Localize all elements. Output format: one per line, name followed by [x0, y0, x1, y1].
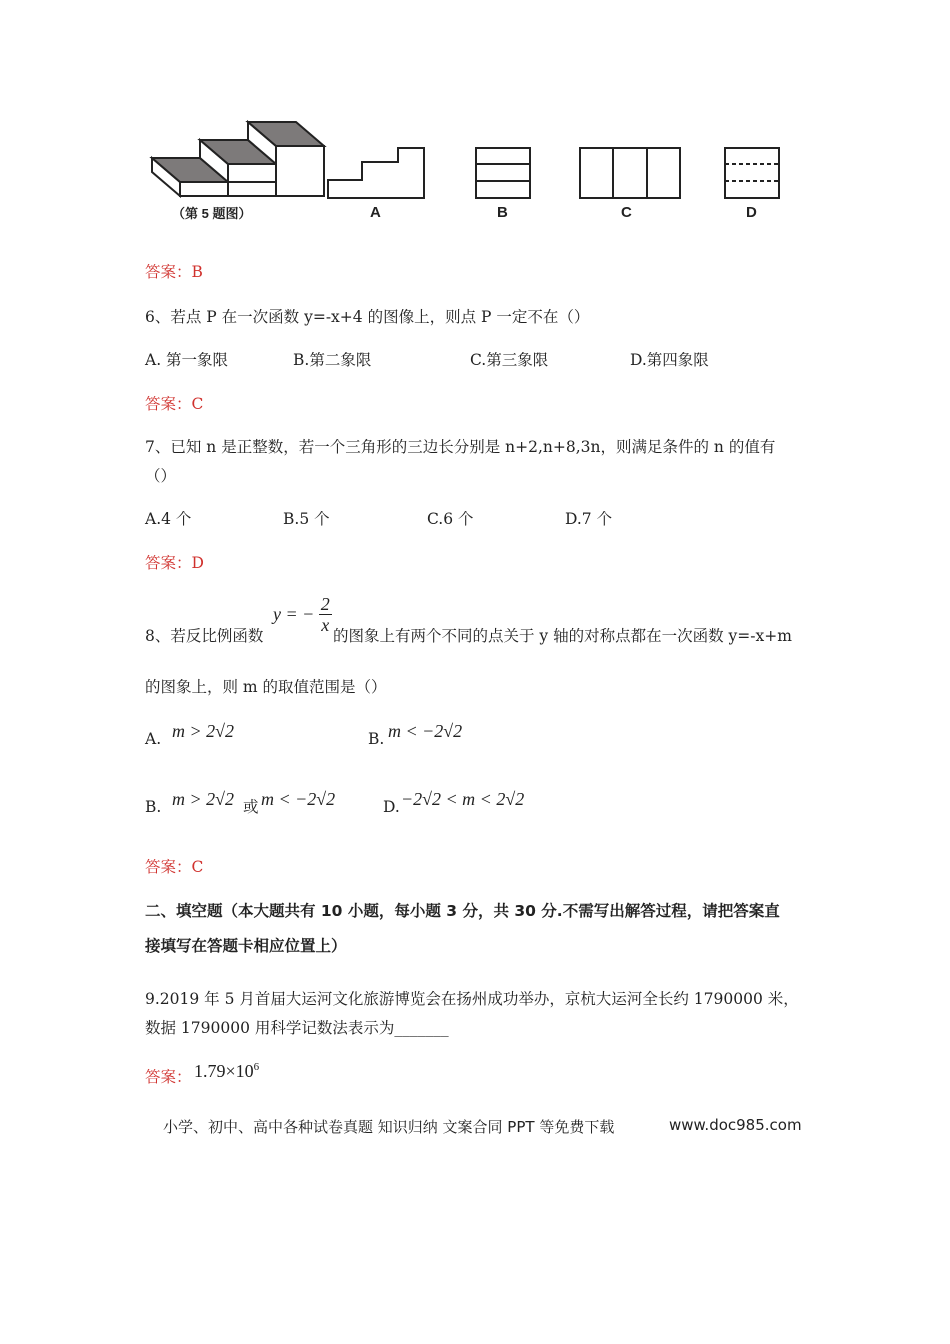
q6-option-b: B.第二象限: [293, 351, 372, 369]
q7-option-c: C.6 个: [427, 510, 474, 528]
q8-option-c-expr1: m > 2√2: [172, 789, 235, 809]
footer-url[interactable]: www.doc985.com: [669, 1116, 802, 1134]
figure-caption: （第 5 题图）: [172, 206, 252, 221]
section2-heading-line2: 接填写在答题卡相应位置上）: [145, 937, 347, 955]
figure-label-a: A: [370, 204, 381, 221]
q8-option-b-expr: m < −2√2: [388, 721, 463, 741]
q7-option-b: B.5 个: [283, 510, 330, 528]
section2-heading-line1: 二、填空题（本大题共有 10 小题，每小题 3 分，共 30 分.不需写出解答过程，请把答案直: [145, 902, 780, 920]
q8-stem-suffix: 的图象上有两个不同的点关于 y 轴的对称点都在一次函数 y=-x+m: [333, 627, 792, 645]
q9-answer-base: 1.79×10: [194, 1061, 254, 1081]
stair-figure: [140, 110, 820, 210]
q6-option-d: D.第四象限: [630, 351, 709, 369]
q8-function-lhs: y = −: [273, 604, 315, 624]
q9-line1: 9.2019 年 5 月首届大运河文化旅游博览会在扬州成功举办，京杭大运河全长约 1790000 米，: [145, 990, 799, 1008]
q7-option-d: D.7 个: [565, 510, 613, 528]
q8-option-d-expr: −2√2 < m < 2√2: [401, 789, 525, 809]
figure-label-b: B: [497, 204, 508, 221]
q8-function-denominator: x: [321, 615, 330, 635]
q8-function: [273, 594, 332, 635]
q7-answer: 答案：D: [145, 554, 204, 572]
q8-function-numerator: 2: [320, 594, 330, 614]
q8-option-d-label: D.: [383, 798, 400, 816]
q6-stem: 6、若点 P 在一次函数 y=-x+4 的图像上，则点 P 一定不在（）: [145, 308, 590, 326]
q8-function-fraction: [319, 594, 332, 635]
q7-option-a: A.4 个: [145, 510, 192, 528]
q8-option-a-expr: m > 2√2: [172, 721, 235, 741]
q9-line2: 数据 1790000 用科学记数法表示为_______: [145, 1019, 449, 1037]
q7-stem-line1: 7、已知 n 是正整数，若一个三角形的三边长分别是 n+2,n+8,3n，则满足条件的 n 的值有: [145, 438, 776, 456]
q9-answer-label: 答案：: [145, 1068, 192, 1086]
q5-answer: 答案：B: [145, 263, 203, 281]
q7-stem-line2: （）: [145, 467, 177, 485]
figure-label-d: D: [746, 204, 757, 221]
q8-answer: 答案：C: [145, 858, 204, 876]
q6-option-c: C.第三象限: [470, 351, 549, 369]
footer-text: 小学、初中、高中各种试卷真题 知识归纳 文案合同 PPT 等免费下载: [163, 1118, 615, 1136]
q8-option-c-label: B.: [145, 798, 162, 816]
q8-option-b-label: B.: [368, 730, 385, 748]
q8-option-a-label: A.: [145, 730, 162, 748]
q8-stem-prefix: 8、若反比例函数: [145, 627, 264, 645]
q6-answer: 答案：C: [145, 395, 204, 413]
q9-answer-exponent: 6: [253, 1061, 260, 1073]
q8-stem-line2: 的图象上，则 m 的取值范围是（）: [145, 678, 387, 696]
q8-option-c-expr2: m < −2√2: [261, 789, 336, 809]
q9-answer-value: [194, 1061, 259, 1082]
figure-label-c: C: [621, 204, 632, 221]
q8-option-c-or: 或: [243, 798, 259, 816]
q6-option-a: A. 第一象限: [145, 351, 229, 369]
